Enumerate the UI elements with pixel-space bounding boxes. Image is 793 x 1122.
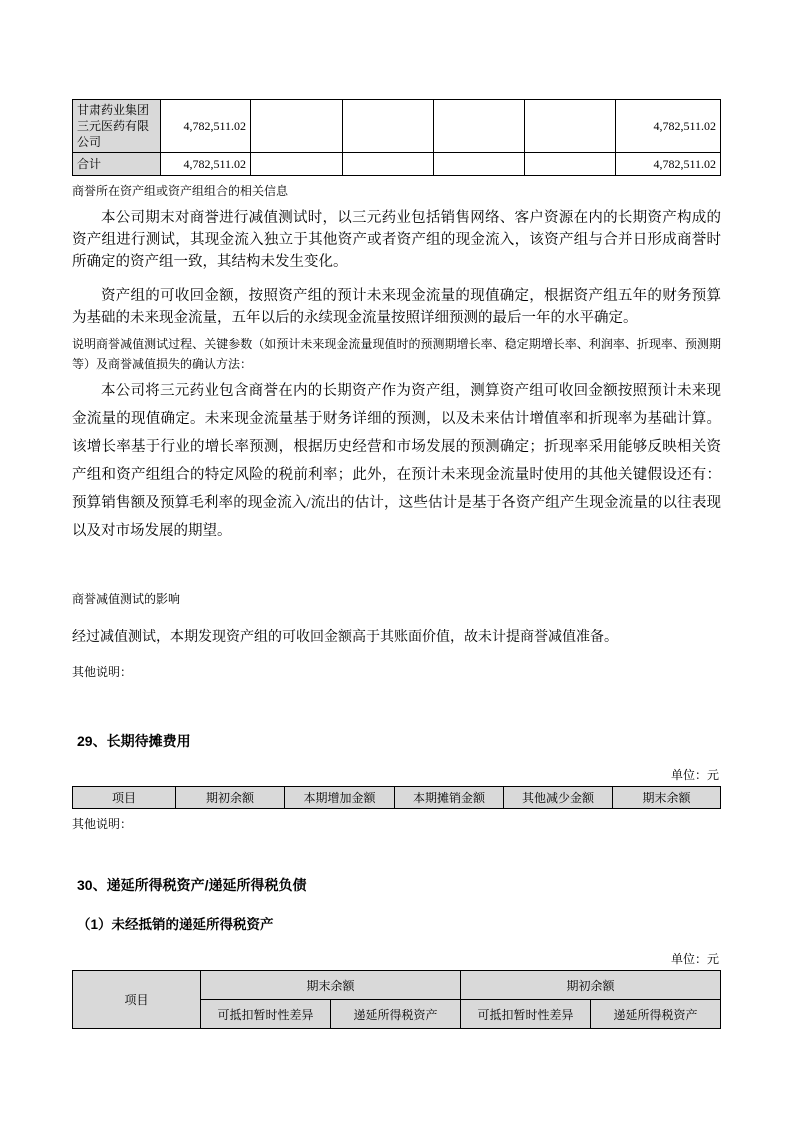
goodwill-paragraph-1: 本公司期末对商誉进行减值测试时，以三元药业包括销售网络、客户资源在内的长期资产构成的资产组进行测试，其现金流入独立于其他资产或者资产组的现金流入，该资产组与合并日形成商誉时所确定的资产组一致，其结构未发生变化。 [72, 210, 721, 270]
empty-cell [343, 153, 434, 176]
section-29-title: 29、长期待摊费用 [77, 733, 191, 749]
goodwill-paragraph-3: 本公司将三元药业包含商誉在内的长期资产作为资产组，测算资产组可收回金额按照预计未来现金流量的现值确定。未来现金流量基于财务详细的预测，以及未来估计增值率和折现率为基础计算。该增长率基于行业的增长率预测，根据历史经营和市场发展的预测确定；折现率采用能够反映相关资产组和资产组组合的特定风险的税前利率；此外，在预计未来现金流量时使用的其他关键假设还有：预算销售额及预算毛利率的现金流入/流出的估计，这些估计是基于各资产组产生现金流量的以往表现以及对市场发展的期望。 [72, 383, 721, 539]
total-label-cell: 合计 [73, 153, 161, 176]
section-30-title: 30、递延所得税资产/递延所得税负债 [77, 877, 307, 893]
header-cell-beginning-balance: 期初余额 [461, 971, 721, 1000]
related-info-label: 商誉所在资产组或资产组组合的相关信息 [72, 184, 289, 198]
goodwill-asset-group-table [72, 99, 721, 176]
header-cell-ending-balance: 期末余额 [201, 971, 461, 1000]
header-cell-ending-balance: 期末余额 [613, 787, 721, 809]
empty-cell [525, 153, 616, 176]
table-row-company [73, 100, 721, 153]
unit-label-section-30: 单位：元 [670, 952, 719, 966]
amount-cell: 4,782,511.02 [161, 100, 251, 153]
header-cell-item: 项目 [73, 787, 176, 809]
empty-cell [343, 100, 434, 153]
goodwill-paragraph-2: 资产组的可收回金额，按照资产组的预计未来现金流量的现值确定，根据资产组五年的财务预算为基础的未来现金流量，五年以后的永续现金流量按照详细预测的最后一年的水平确定。 [72, 288, 721, 326]
impairment-impact-text: 经过减值测试，本期发现资产组的可收回金额高于其账面价值，故未计提商誉减值准备。 [72, 630, 618, 645]
header-cell-deferred-tax-asset-end: 递延所得税资产 [331, 1000, 461, 1029]
long-term-deferred-expenses-table [72, 786, 721, 809]
header-cell-deferred-tax-asset-begin: 递延所得税资产 [591, 1000, 721, 1029]
other-notes-label: 其他说明： [72, 817, 133, 831]
header-cell-amortization: 本期摊销金额 [395, 787, 504, 809]
section-30-subsection-title: （1）未经抵销的递延所得税资产 [77, 917, 274, 932]
amount-cell: 4,782,511.02 [616, 153, 721, 176]
empty-cell [251, 100, 343, 153]
empty-cell [434, 153, 525, 176]
header-cell-other-decrease: 其他减少金额 [504, 787, 613, 809]
header-cell-item: 项目 [73, 971, 201, 1029]
company-name-cell: 甘肃药业集团三元医药有限公司 [73, 100, 161, 153]
impairment-impact-label: 商誉减值测试的影响 [72, 592, 181, 606]
table-row-total [73, 153, 721, 176]
amount-cell: 4,782,511.02 [616, 100, 721, 153]
header-cell-beginning-balance: 期初余额 [176, 787, 285, 809]
amount-cell: 4,782,511.02 [161, 153, 251, 176]
header-cell-deductible-temporary-difference-end: 可抵扣暂时性差异 [201, 1000, 331, 1029]
empty-cell [434, 100, 525, 153]
header-cell-increase: 本期增加金额 [285, 787, 395, 809]
table-header-row-top [73, 971, 721, 1000]
table-header-row [73, 787, 721, 809]
impairment-method-label: 说明商誉减值测试过程、关键参数（如预计未来现金流量现值时的预测期增长率、稳定期增长率、利润率、折现率、预测期等）及商誉减值损失的确认方法： [72, 337, 721, 371]
empty-cell [525, 100, 616, 153]
other-notes-label: 其他说明： [72, 665, 133, 679]
header-cell-deductible-temporary-difference-begin: 可抵扣暂时性差异 [461, 1000, 591, 1029]
deferred-tax-assets-table [72, 970, 721, 1029]
unit-label-section-29: 单位：元 [670, 768, 719, 782]
empty-cell [251, 153, 343, 176]
